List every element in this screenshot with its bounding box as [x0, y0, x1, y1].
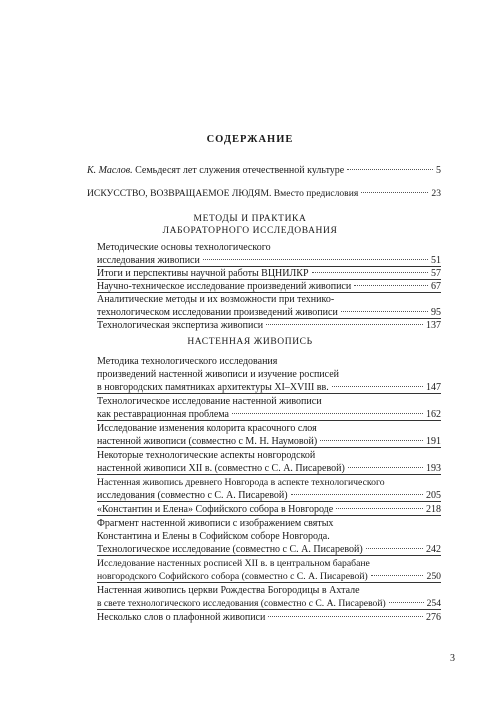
toc-entry-line: Настенная живопись древнего Новгорода в аспекте технологического: [97, 477, 385, 488]
toc-entry-line: Методические основы технологического: [97, 242, 271, 253]
toc-entry-murals-10[interactable]: [97, 611, 441, 624]
entry-title: настенной живописи XII в. (совместно с С. А. Писаревой): [97, 463, 345, 474]
entry-page: 276: [426, 612, 441, 623]
dot-leader: [389, 602, 424, 603]
entry-page: 193: [426, 463, 441, 474]
entry-divider: [97, 447, 441, 448]
entry-title: Научно-техническое исследование произведений живописи: [97, 281, 352, 292]
dot-leader: [347, 169, 433, 170]
toc-entry-line: Исследование настенных росписей XII в. в центральном барабане: [97, 558, 370, 569]
entry-title: Технологическое исследование (совместно с С. А. Писаревой): [97, 544, 363, 555]
dot-leader: [266, 324, 423, 325]
toc-entry-line: Константина и Елены в Софийском соборе Новгорода.: [97, 531, 330, 542]
entry-divider: [97, 393, 441, 394]
entry-divider: [97, 474, 441, 475]
entry-title: «Константин и Елена» Софийского собора в Новгороде: [97, 504, 334, 515]
dot-leader: [232, 413, 423, 414]
entry-title: ИСКУССТВО, ВОЗВРАЩАЕМОЕ ЛЮДЯМ. Вместо предисловия: [87, 188, 359, 199]
toc-entry-line: Технологическое исследование настенной живописи: [97, 396, 322, 407]
entry-title: Несколько слов о плафонной живописи: [97, 612, 266, 623]
entry-page: 23: [431, 188, 441, 199]
toc-entry-line: Некоторые технологические аспекты новгородской: [97, 450, 316, 461]
section-heading-methods: МЕТОДЫ И ПРАКТИКА: [193, 214, 307, 224]
entry-page: 205: [426, 490, 441, 501]
page-number: 3: [450, 653, 455, 664]
entry-page: 57: [431, 268, 441, 279]
dot-leader: [332, 386, 423, 387]
entry-author: К. Маслов.: [87, 165, 133, 176]
dot-leader: [361, 192, 428, 193]
toc-entry-line: Аналитические методы и их возможности при технико-: [97, 294, 335, 305]
entry-title: технологическом исследовании произведений живописи: [97, 307, 338, 318]
toc-entry-intro-2[interactable]: [87, 187, 441, 200]
toc-entry-line: Методика технологического исследования: [97, 356, 278, 367]
entry-title: в новгородских памятниках архитектуры XI–XVIII вв.: [97, 382, 329, 393]
entry-title: Технологическая экспертиза живописи: [97, 320, 264, 331]
entry-title: Семьдесят лет служения отечественной культуре: [135, 165, 345, 176]
entry-title: новгородского Софийского собора (совместно с С. А. Писаревой): [97, 571, 368, 582]
dot-leader: [203, 259, 428, 260]
entry-title: в свете технологического исследования (совместно с С. А. Писаревой): [97, 598, 386, 609]
dot-leader: [366, 548, 423, 549]
entry-page: 51: [431, 255, 441, 266]
dot-leader: [320, 440, 423, 441]
toc-entry-line: Настенная живопись церкви Рождества Богородицы в Ахтале: [97, 585, 360, 596]
entry-page: 67: [431, 281, 441, 292]
entry-divider: [97, 555, 441, 556]
entry-page: 254: [426, 598, 441, 609]
entry-page: 5: [436, 165, 441, 176]
entry-title: исследования (совместно с С. А. Писаревой): [97, 490, 288, 501]
dot-leader: [291, 494, 423, 495]
dot-leader: [341, 311, 428, 312]
dot-leader: [371, 575, 424, 576]
toc-entry-line: Исследование изменения колорита красочного слоя: [97, 423, 317, 434]
section-subheading-methods: ЛАБОРАТОРНОГО ИССЛЕДОВАНИЯ: [162, 226, 338, 236]
page-title: СОДЕРЖАНИЕ: [206, 134, 294, 145]
entry-page: 242: [426, 544, 441, 555]
section-heading-murals: НАСТЕННАЯ ЖИВОПИСЬ: [187, 337, 313, 347]
entry-title: Итоги и перспективы научной работы ВЦНИЛКР: [97, 268, 309, 279]
entry-page: 162: [426, 409, 441, 420]
toc-entry-intro-1[interactable]: [87, 164, 441, 177]
entry-divider: [97, 609, 441, 610]
entry-page: 250: [426, 571, 441, 582]
entry-page: 95: [431, 307, 441, 318]
dot-leader: [312, 272, 428, 273]
toc-entry-methods-5[interactable]: [97, 319, 441, 332]
entry-page: 147: [426, 382, 441, 393]
dot-leader: [268, 616, 423, 617]
entry-page: 137: [426, 320, 441, 331]
entry-divider: [97, 501, 441, 502]
entry-page: 191: [426, 436, 441, 447]
entry-title: как реставрационная проблема: [97, 409, 229, 420]
dot-leader: [348, 467, 423, 468]
dot-leader: [354, 285, 428, 286]
toc-entry-line: произведений настенной живописи и изучение росписей: [97, 369, 339, 380]
entry-divider: [97, 515, 441, 516]
entry-title: настенной живописи (совместно с М. Н. Наумовой): [97, 436, 318, 447]
entry-divider: [97, 582, 441, 583]
entry-page: 218: [426, 504, 441, 515]
toc-entry-line: Фрагмент настенной живописи с изображением святых: [97, 518, 334, 529]
dot-leader: [336, 508, 423, 509]
entry-title: исследования живописи: [97, 255, 200, 266]
entry-divider: [97, 420, 441, 421]
